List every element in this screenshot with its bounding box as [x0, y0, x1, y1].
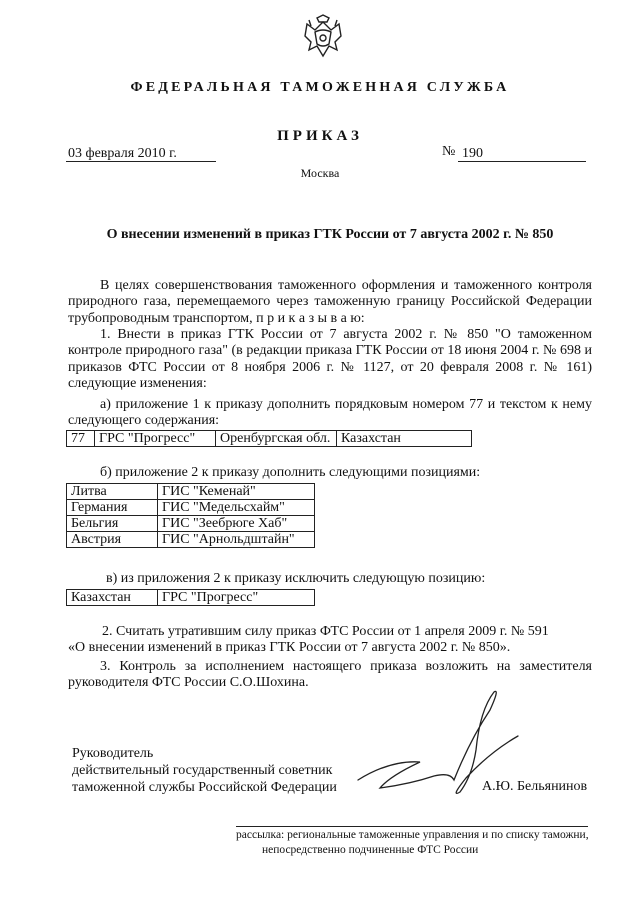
signatory-title-line: таможенной службы Российской Федерации [72, 780, 337, 795]
table-cell: ГИС "Арнольдштайн" [158, 532, 315, 548]
table-c [66, 589, 315, 606]
table-row [67, 484, 315, 500]
distribution-line: непосредственно подчиненные ФТС России [262, 844, 479, 856]
table-row [67, 590, 315, 606]
table-cell: ГИС "Зеебрюге Хаб" [158, 516, 315, 532]
table-row [67, 431, 472, 447]
item-1c-paragraph: в) из приложения 2 к приказу исключить следующую позицию: [106, 571, 486, 586]
table-cell: ГРС "Прогресс" [158, 590, 315, 606]
item-2-line-2: «О внесении изменений в приказ ГТК России от 7 августа 2002 г. № 850». [68, 640, 511, 655]
number-label: № [442, 144, 456, 159]
table-row [67, 532, 315, 548]
item-1a-paragraph: а) приложение 1 к приказу дополнить порядковым номером 77 и текстом к нему следующего содержания: [68, 397, 592, 429]
item-3-paragraph: 3. Контроль за исполнением настоящего приказа возложить на заместителя руководителя ФТС России С.О.Шохина. [68, 659, 592, 691]
table-cell: ГРС "Прогресс" [95, 431, 216, 447]
table-cell: ГИС "Медельсхайм" [158, 500, 315, 516]
table-cell: Австрия [67, 532, 158, 548]
signatory-title-line: действительный государственный советник [72, 763, 333, 778]
table-cell: Казахстан [337, 431, 472, 447]
document-date: 03 февраля 2010 г. [68, 146, 177, 161]
distribution-list [236, 828, 616, 858]
table-row [67, 500, 315, 516]
distribution-line: рассылка: региональные таможенные управления и по списку таможни, [236, 829, 589, 841]
agency-name: ФЕДЕРАЛЬНАЯ ТАМОЖЕННАЯ СЛУЖБА [130, 80, 510, 95]
table-cell: Казахстан [67, 590, 158, 606]
signatory-title-line: Руководитель [72, 746, 154, 761]
table-cell: Германия [67, 500, 158, 516]
distribution-divider [236, 826, 588, 827]
document-number: 190 [462, 146, 483, 161]
item-1b-paragraph: б) приложение 2 к приказу дополнить следующими позициями: [100, 465, 481, 480]
table-cell: ГИС "Кеменай" [158, 484, 315, 500]
document-type: ПРИКАЗ [277, 128, 363, 144]
signatory-title [72, 745, 337, 796]
table-cell: Литва [67, 484, 158, 500]
table-a [66, 430, 472, 447]
signatory-name: А.Ю. Бельянинов [482, 779, 588, 794]
number-underline [458, 161, 586, 162]
date-underline [66, 161, 216, 162]
table-cell: Бельгия [67, 516, 158, 532]
item-2-line-1: 2. Считать утратившим силу приказ ФТС России от 1 апреля 2009 г. № 591 [102, 624, 549, 639]
table-b [66, 483, 315, 548]
document-title: О внесении изменений в приказ ГТК России от 7 августа 2002 г. № 850 [106, 227, 554, 242]
coat-of-arms-icon [301, 12, 345, 62]
item-1-paragraph: 1. Внести в приказ ГТК России от 7 августа 2002 г. № 850 "О таможенном контроле природного газа" (в редакции приказа ГТК России от 18 июня 2004 г. № 698 и приказов ФТС России от 8 ноября 2006 г. № 1127, от 20 февраля 2008 г. № 161) следующие изменения: [68, 327, 592, 391]
table-cell: 77 [67, 431, 95, 447]
intro-paragraph: В целях совершенствования таможенного оформления и таможенного контроля природного газа, перемещаемого через таможенную границу Российской Федерации трубопроводным транспортом, п р и к а з ы в а ю: [68, 278, 592, 326]
document-city: Москва [300, 166, 340, 180]
table-cell: Оренбургская обл. [216, 431, 337, 447]
table-row [67, 516, 315, 532]
